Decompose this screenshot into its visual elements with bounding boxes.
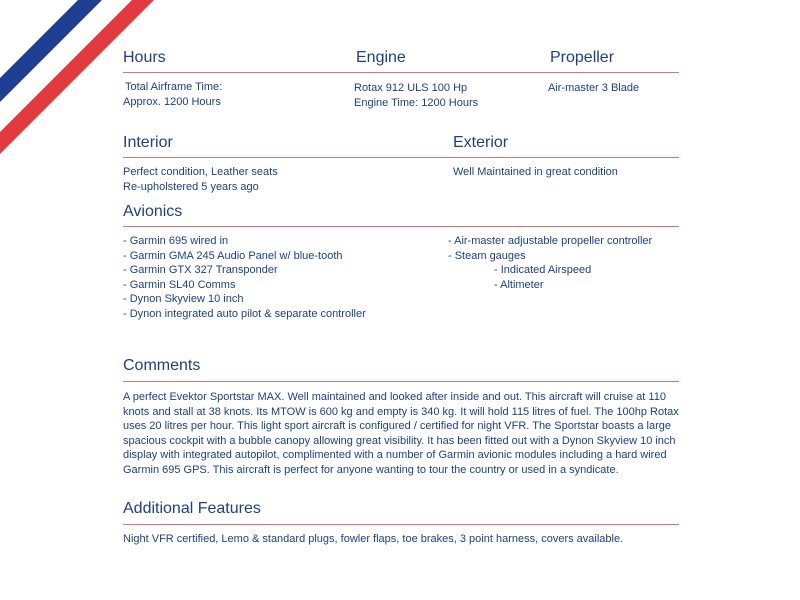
list-item: - Steam gauges bbox=[448, 249, 526, 262]
interior-line: Perfect condition, Leather seats bbox=[123, 166, 278, 178]
engine-line: Rotax 912 ULS 100 Hp bbox=[354, 82, 468, 94]
spec-sheet bbox=[123, 0, 679, 600]
list-item: - Dynon Skyview 10 inch bbox=[123, 293, 244, 305]
comments-rule bbox=[123, 381, 679, 382]
hours-engine-propeller-rule bbox=[123, 72, 679, 73]
list-item: - Garmin GMA 245 Audio Panel w/ blue-tooth bbox=[123, 249, 343, 262]
additional-features-body: Night VFR certified, Lemo & standard plugs, fowler flaps, toe brakes, 3 point harness, covers available. bbox=[123, 533, 624, 545]
interior-line: Re-upholstered 5 years ago bbox=[123, 180, 259, 193]
list-item: - Air-master adjustable propeller controller bbox=[448, 235, 653, 247]
engine-heading: Engine bbox=[356, 49, 406, 66]
exterior-heading: Exterior bbox=[453, 134, 509, 151]
comments-body: A perfect Evektor Sportstar MAX. Well maintained and looked after inside and out. This aircraft will cruise at 110 knots and stall at 38 knots. Its MTOW is 600 kg and empty is 340 kg. It will hold 115 litres of fuel. The 100hp Rotax uses 20 litres per hour. This light sport aircraft is configured / certified for night VFR. The Sportstar boasts a large spacious cockpit with a bubble canopy allowing great visibility. It has been fitted out with a Dynon Skyview 10 inch display with integrated autopilot, complimented with a number of Garmin avionic modules including a hard wired Garmin 695 GPS. This aircraft is perfect for anyone wanting to tour the country or used in a syndicate. bbox=[123, 391, 679, 476]
list-item: - Garmin GTX 327 Transponder bbox=[123, 264, 278, 276]
engine-line: Engine Time: 1200 Hours bbox=[354, 96, 479, 109]
list-item: - Dynon integrated auto pilot & separate controller bbox=[123, 307, 366, 320]
engine-text bbox=[354, 81, 478, 110]
propeller-text bbox=[548, 81, 639, 96]
hours-text bbox=[123, 80, 222, 109]
hours-line: Total Airframe Time: bbox=[125, 81, 223, 93]
list-sub-item: - Altimeter bbox=[494, 278, 544, 291]
avionics-right-list bbox=[448, 234, 652, 292]
avionics-rule bbox=[123, 226, 679, 227]
exterior-line: Well Maintained in great condition bbox=[453, 166, 618, 178]
list-sub-item: - Indicated Airspeed bbox=[494, 264, 592, 276]
exterior-text bbox=[453, 165, 618, 180]
interior-heading: Interior bbox=[123, 134, 173, 151]
interior-exterior-rule bbox=[123, 157, 679, 158]
interior-text bbox=[123, 165, 278, 194]
list-item: - Garmin SL40 Comms bbox=[123, 278, 236, 291]
propeller-line: Air-master 3 Blade bbox=[548, 82, 640, 94]
additional-features-heading: Additional Features bbox=[123, 500, 261, 517]
propeller-heading: Propeller bbox=[550, 49, 615, 66]
comments-heading: Comments bbox=[123, 357, 201, 374]
avionics-heading: Avionics bbox=[123, 203, 183, 220]
additional-features-rule bbox=[123, 524, 679, 525]
list-item: - Garmin 695 wired in bbox=[123, 235, 229, 247]
hours-line: Approx. 1200 Hours bbox=[123, 95, 221, 108]
hours-heading: Hours bbox=[123, 49, 166, 66]
avionics-left-list bbox=[123, 234, 366, 321]
